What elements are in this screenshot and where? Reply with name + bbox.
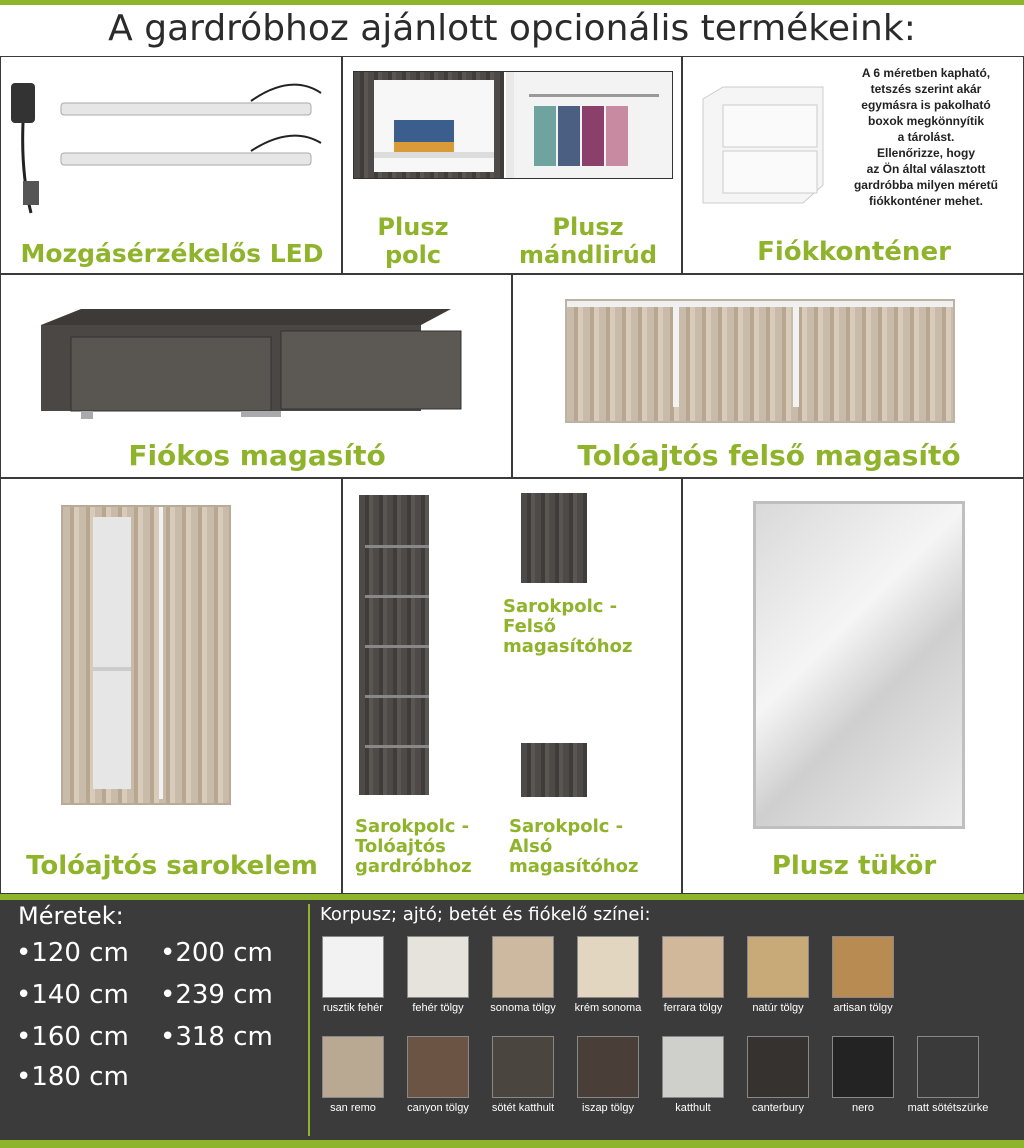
color-swatch-label: sötét katthult bbox=[491, 1102, 555, 1114]
cell-toloajtos-felso bbox=[512, 274, 1024, 478]
color-swatch-label: canterbury bbox=[752, 1102, 804, 1114]
label-sarokpolc-felso-line: magasítóhoz bbox=[503, 636, 633, 657]
color-swatch bbox=[577, 1036, 639, 1098]
color-swatch-label: san remo bbox=[330, 1102, 376, 1114]
label-plusz-tukor: Plusz tükör bbox=[771, 851, 937, 881]
size-item: •140 cm bbox=[16, 980, 129, 1010]
label-sarokpolc-tolo-line: gardróbhoz bbox=[355, 856, 472, 877]
color-swatch bbox=[322, 936, 384, 998]
color-swatch-label: fehér tölgy bbox=[412, 1002, 464, 1014]
size-item: •120 cm bbox=[16, 938, 129, 968]
color-swatch bbox=[407, 936, 469, 998]
label-plusz-polc bbox=[353, 213, 473, 269]
corner-shelf-tall-image bbox=[359, 495, 429, 795]
cell-sarokpolc bbox=[342, 478, 682, 894]
fiokkontener-desc-line: tetszés szerint akár bbox=[870, 82, 982, 96]
label-plusz-rud-line2: mándlirúd bbox=[518, 241, 658, 269]
color-swatch bbox=[492, 936, 554, 998]
fiokkontener-desc-line: gardróbba milyen méretű bbox=[853, 178, 999, 192]
label-sarokpolc-felso bbox=[503, 597, 682, 657]
panel-top-accent bbox=[0, 894, 1024, 900]
fiokkontener-description bbox=[831, 65, 1021, 209]
size-item: •180 cm bbox=[16, 1062, 129, 1092]
label-fiokkontener: Fiókkonténer bbox=[757, 237, 951, 267]
color-swatch-label: natúr tölgy bbox=[752, 1002, 804, 1014]
color-swatch bbox=[407, 1036, 469, 1098]
color-swatch bbox=[917, 1036, 979, 1098]
label-sarokpolc-tolo-line: Tolóajtós bbox=[355, 836, 446, 857]
color-swatch-label: rusztik fehér bbox=[323, 1002, 383, 1014]
label-sarokpolc-toloajtos bbox=[355, 817, 505, 877]
color-swatch-label: nero bbox=[851, 1102, 875, 1114]
drawer-riser-image bbox=[31, 307, 501, 427]
color-swatch bbox=[662, 1036, 724, 1098]
label-toloajtos-sarokelem: Tolóajtós sarokelem bbox=[26, 851, 318, 881]
size-item: •160 cm bbox=[16, 1022, 129, 1052]
corner-element-image bbox=[61, 505, 231, 805]
corner-shelf-lower-image bbox=[521, 743, 587, 797]
colors-title: Korpusz; ajtó; betét és fiókelő színei: bbox=[320, 904, 651, 925]
cell-polc-rud bbox=[342, 56, 682, 274]
color-swatch-label: sonoma tölgy bbox=[490, 1002, 556, 1014]
product-grid bbox=[0, 56, 1024, 894]
cell-toloajtos-sarokelem bbox=[0, 478, 342, 894]
label-fiokos-magasito: Fiókos magasító bbox=[128, 439, 386, 472]
wardrobe-interior-image bbox=[353, 71, 673, 179]
color-swatch bbox=[322, 1036, 384, 1098]
label-plusz-polc-line2: polc bbox=[384, 241, 442, 269]
label-sarokpolc-tolo-line: Sarokpolc - bbox=[355, 816, 470, 837]
cell-fiokos bbox=[0, 274, 512, 478]
label-sarokpolc-also-line: Alsó bbox=[509, 836, 553, 857]
color-swatch bbox=[492, 1036, 554, 1098]
color-swatch bbox=[662, 936, 724, 998]
color-swatch-label: canyon tölgy bbox=[407, 1102, 469, 1114]
color-swatch bbox=[747, 936, 809, 998]
label-plusz-rud bbox=[503, 213, 673, 269]
color-swatch bbox=[832, 1036, 894, 1098]
top-accent-bar bbox=[0, 0, 1024, 5]
fiokkontener-desc-line: fiókkonténer mehet. bbox=[868, 194, 984, 208]
sizes-title: Méretek: bbox=[18, 902, 124, 930]
label-sarokpolc-also-line: Sarokpolc - bbox=[509, 816, 624, 837]
drawer-container-image bbox=[693, 85, 833, 215]
label-plusz-polc-line1: Plusz bbox=[377, 213, 449, 241]
label-plusz-rud-line1: Plusz bbox=[552, 213, 624, 241]
panel-bottom-accent bbox=[0, 1140, 1024, 1148]
color-swatch-label: ferrara tölgy bbox=[663, 1002, 723, 1014]
label-sarokpolc-felso-line: Felső bbox=[503, 616, 557, 637]
color-swatch-label: iszap tölgy bbox=[582, 1102, 634, 1114]
color-swatch bbox=[577, 936, 639, 998]
color-swatch-label: katthult bbox=[675, 1102, 711, 1114]
color-swatch-label: matt sötétszürke bbox=[907, 1102, 989, 1114]
page-title: A gardróbhoz ajánlott opcionális termékeink: bbox=[108, 8, 916, 49]
fiokkontener-desc-line: egymásra is pakolható bbox=[861, 98, 991, 112]
size-item: •239 cm bbox=[160, 980, 273, 1010]
color-swatch bbox=[832, 936, 894, 998]
led-strip-image bbox=[1, 63, 341, 233]
color-swatch bbox=[747, 1036, 809, 1098]
label-toloajtos-felso-magasito: Tolóajtós felső magasító bbox=[577, 439, 961, 472]
label-sarokpolc-also-line: magasítóhoz bbox=[509, 856, 639, 877]
label-sarokpolc-also bbox=[509, 817, 679, 877]
cell-fiokkontener bbox=[682, 56, 1024, 274]
cell-led bbox=[0, 56, 342, 274]
fiokkontener-desc-line: a tárolást. bbox=[897, 130, 955, 144]
corner-shelf-upper-image bbox=[521, 493, 587, 583]
cell-tukor bbox=[682, 478, 1024, 894]
label-sarokpolc-felso-line: Sarokpolc - bbox=[503, 596, 618, 617]
size-item: •318 cm bbox=[160, 1022, 273, 1052]
options-panel bbox=[0, 894, 1024, 1148]
mirror-image bbox=[753, 501, 965, 829]
top-riser-image bbox=[565, 299, 955, 423]
fiokkontener-desc-line: boxok megkönnyítik bbox=[867, 114, 985, 128]
size-item: •200 cm bbox=[160, 938, 273, 968]
color-swatch-label: artisan tölgy bbox=[833, 1002, 893, 1014]
color-swatch-label: krém sonoma bbox=[574, 1002, 642, 1014]
fiokkontener-desc-line: A 6 méretben kapható, bbox=[861, 66, 991, 80]
label-led: Mozgásérzékelős LED bbox=[20, 239, 324, 268]
fiokkontener-desc-line: Ellenőrizze, hogy bbox=[876, 146, 975, 160]
fiokkontener-desc-line: az Ön által választott bbox=[866, 162, 986, 176]
